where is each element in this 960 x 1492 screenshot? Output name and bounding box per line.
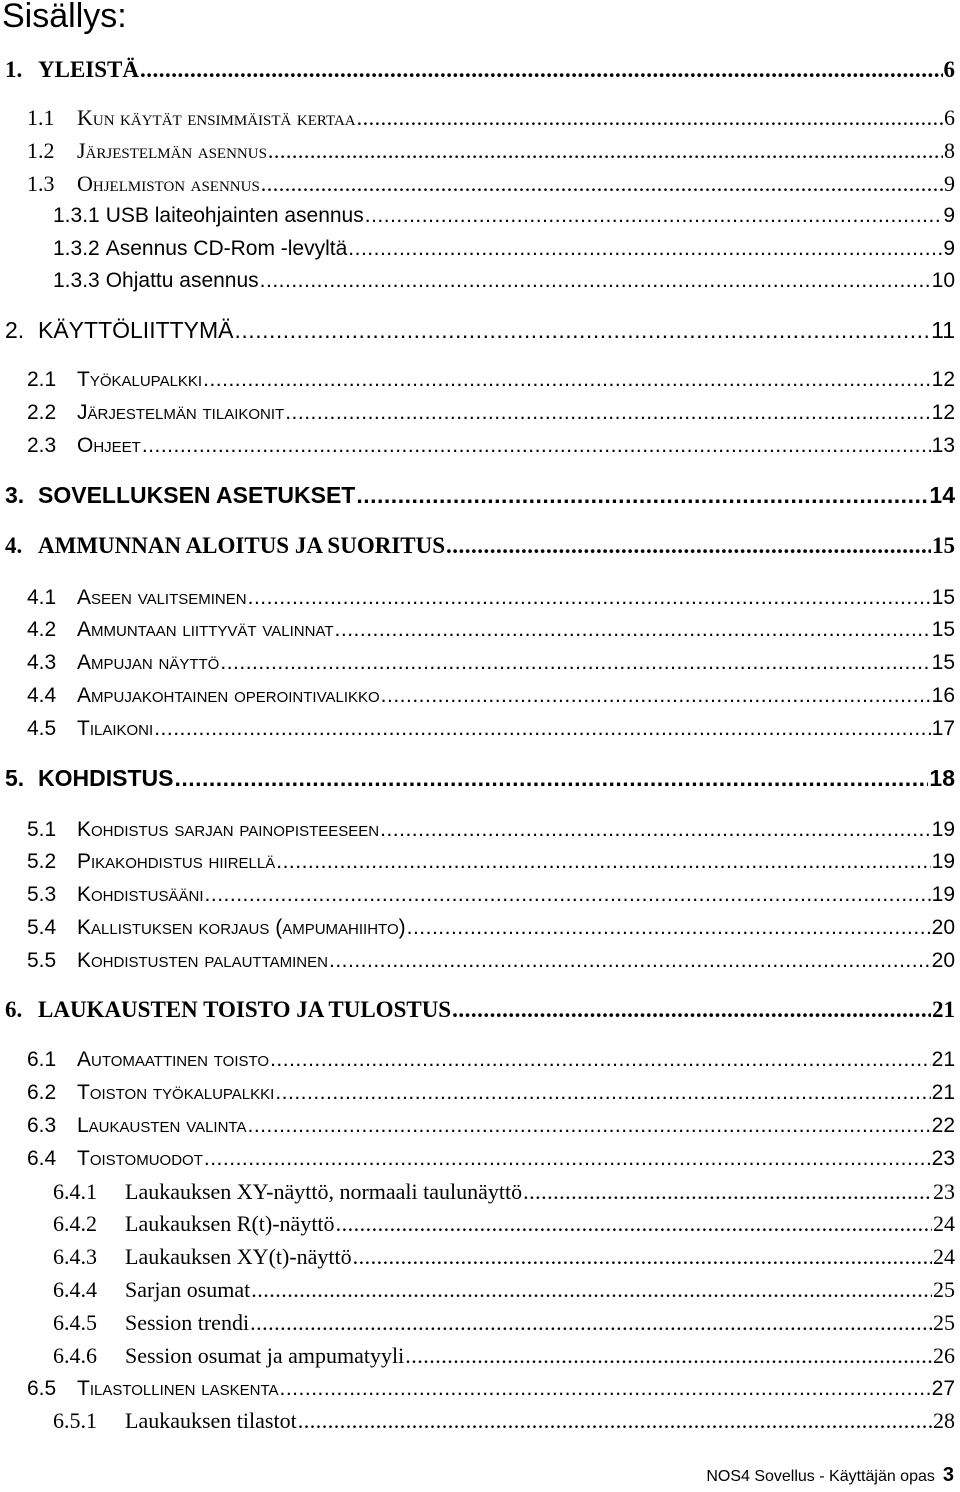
toc-leader-dots	[329, 947, 931, 975]
toc-leader-dots	[285, 399, 930, 427]
toc-entry-title: Järjestelmän asennus	[77, 138, 267, 163]
toc-entry-number: 6.4.5	[53, 1310, 97, 1335]
toc-entry-number: 4.5	[27, 717, 57, 740]
toc-entry-page: 21	[932, 997, 955, 1022]
toc-entry[interactable]	[53, 1407, 955, 1435]
toc-entry-page: 24	[933, 1211, 955, 1236]
toc-entry-title: Laukauksen tilastot	[125, 1408, 297, 1433]
toc-heading: Sisällys:	[2, 0, 127, 35]
toc-entry-number: 6.4.3	[53, 1244, 97, 1269]
toc-entry-number: 1.3.1	[53, 204, 100, 227]
toc-leader-dots	[275, 1079, 930, 1107]
toc-leader-dots	[248, 1112, 931, 1140]
toc-entry-number: 4.3	[27, 651, 57, 674]
toc-entry-title: Tilastollinen laskenta	[77, 1377, 279, 1400]
toc-entry[interactable]	[5, 532, 955, 560]
toc-leader-dots	[298, 1407, 932, 1435]
toc-entry-page: 15	[932, 533, 955, 558]
toc-entry-number: 2.2	[27, 401, 57, 424]
toc-entry-number: 6.4.1	[53, 1179, 97, 1204]
toc-entry[interactable]	[27, 584, 955, 612]
toc-entry-title: SOVELLUKSEN ASETUKSET	[38, 482, 356, 508]
toc-entry-page: 26	[933, 1343, 955, 1368]
toc-entry-page: 9	[943, 237, 955, 260]
toc-entry[interactable]	[27, 1375, 955, 1403]
toc-leader-dots	[356, 481, 928, 509]
toc-leader-dots	[348, 235, 942, 263]
toc-entry[interactable]	[27, 947, 955, 975]
toc-entry-number: 6.4	[27, 1147, 57, 1170]
toc-entry[interactable]	[27, 649, 955, 677]
toc-leader-dots	[381, 682, 931, 710]
toc-entry-title: Kohdistus sarjan painopisteeseen	[77, 818, 380, 841]
toc-entry-number: 2.	[5, 317, 25, 343]
toc-entry-page: 24	[933, 1244, 955, 1269]
toc-entry-number: 4.4	[27, 684, 57, 707]
toc-entry[interactable]	[5, 316, 955, 344]
toc-entry-number: 1.1	[27, 105, 55, 130]
toc-entry-title: Järjestelmän tilaikonit	[77, 401, 285, 424]
toc-leader-dots	[250, 1309, 932, 1337]
toc-entry[interactable]	[53, 267, 955, 295]
toc-entry-title: Ampujakohtainen operointivalikko	[77, 684, 380, 707]
toc-leader-dots	[261, 170, 943, 198]
toc-leader-dots	[140, 56, 943, 84]
toc-entry-page: 10	[931, 269, 955, 292]
toc-leader-dots	[446, 532, 931, 560]
toc-leader-dots	[280, 1375, 931, 1403]
toc-entry-number: 6.4.2	[53, 1211, 97, 1236]
toc-entry-page: 20	[931, 949, 955, 972]
toc-entry-number: 4.2	[27, 618, 57, 641]
toc-entry-page: 17	[931, 717, 955, 740]
toc-leader-dots	[452, 996, 931, 1024]
toc-entry-number: 5.4	[27, 916, 57, 939]
toc-leader-dots	[270, 1046, 931, 1074]
toc-entry[interactable]	[5, 56, 955, 84]
toc-leader-dots	[335, 616, 931, 644]
toc-entry-title: Tilaikoni	[77, 717, 154, 740]
toc-entry-title: Automaattinen toisto	[77, 1048, 270, 1071]
toc-entry-page: 9	[943, 204, 955, 227]
toc-entry[interactable]	[5, 764, 955, 792]
toc-entry-title: Toiston työkalupalkki	[77, 1081, 275, 1104]
toc-entry-page: 14	[929, 482, 955, 508]
toc-entry-title: Ohjelmiston asennus	[77, 171, 260, 196]
toc-entry[interactable]	[27, 104, 955, 132]
toc-leader-dots	[142, 432, 931, 460]
toc-entry[interactable]	[53, 202, 955, 230]
toc-entry-page: 13	[931, 434, 955, 457]
toc-entry-page: 25	[933, 1277, 955, 1302]
toc-entry[interactable]	[53, 1342, 955, 1370]
toc-entry-page: 28	[933, 1408, 955, 1433]
toc-entry[interactable]	[27, 399, 955, 427]
toc-entry[interactable]	[53, 1309, 955, 1337]
toc-leader-dots	[523, 1178, 932, 1206]
toc-entry-title: Kohdistusten palauttaminen	[77, 949, 328, 972]
toc-entry[interactable]	[5, 481, 955, 509]
toc-entry-title: Pikakohdistus hiirellä	[77, 850, 276, 873]
footer-title: NOS4 Sovellus - Käyttäjän opas	[706, 1468, 935, 1485]
toc-entry[interactable]	[53, 1210, 955, 1238]
toc-entry-page: 16	[931, 684, 955, 707]
toc-entry[interactable]	[27, 848, 955, 876]
toc-entry-page: 8	[944, 138, 955, 163]
toc-entry[interactable]	[27, 881, 955, 909]
toc-entry-page: 19	[931, 818, 955, 841]
toc-entry-number: 5.2	[27, 850, 57, 873]
toc-entry-number: 6.2	[27, 1081, 57, 1104]
toc-entry[interactable]	[27, 682, 955, 710]
toc-entry-title: KÄYTTÖLIITTYMÄ	[38, 317, 234, 343]
toc-entry-number: 6.1	[27, 1048, 57, 1071]
toc-leader-dots	[405, 1342, 932, 1370]
toc-entry-number: 2.1	[27, 368, 57, 391]
toc-leader-dots	[407, 914, 931, 942]
toc-leader-dots	[220, 649, 930, 677]
toc-entry-title: Kallistuksen korjaus (ampumahiihto)	[77, 916, 406, 939]
toc-entry[interactable]	[53, 1243, 955, 1271]
toc-entry-page: 9	[944, 171, 955, 196]
toc-leader-dots	[203, 366, 931, 394]
toc-entry-number: 6.4.6	[53, 1343, 97, 1368]
toc-entry-title: Laukausten valinta	[77, 1114, 247, 1137]
toc-entry[interactable]	[27, 170, 955, 198]
toc-entry-title: Session osumat ja ampumatyyli	[125, 1343, 405, 1368]
toc-entry-page: 25	[933, 1310, 955, 1335]
toc-entry-number: 5.1	[27, 818, 57, 841]
toc-leader-dots	[260, 267, 931, 295]
toc-entry-page: 15	[931, 651, 955, 674]
toc-entry-page: 20	[931, 916, 955, 939]
toc-leader-dots	[154, 715, 930, 743]
toc-entry-page: 12	[931, 368, 955, 391]
toc-leader-dots	[235, 316, 931, 344]
toc-entry-title: USB laiteohjainten asennus	[105, 204, 364, 227]
toc-entry-title: Aseen valitseminen	[77, 586, 247, 609]
toc-entry-title: AMMUNNAN ALOITUS JA SUORITUS	[38, 533, 446, 558]
toc-leader-dots	[268, 137, 943, 165]
toc-entry-number: 1.2	[27, 138, 55, 163]
toc-entry[interactable]	[53, 1178, 955, 1206]
toc-entry-title: Työkalupalkki	[77, 368, 203, 391]
toc-entry-page: 21	[931, 1048, 955, 1071]
toc-entry[interactable]	[27, 1112, 955, 1140]
toc-entry-title: Toistomuodot	[77, 1147, 203, 1170]
toc-entry-number: 5.	[5, 765, 25, 791]
toc-entry-page: 23	[933, 1179, 955, 1204]
toc-entry-page: 6	[943, 57, 955, 82]
toc-entry[interactable]	[27, 1079, 955, 1107]
toc-entry-title: Asennus CD-Rom -levyltä	[105, 237, 348, 260]
toc-leader-dots	[276, 848, 930, 876]
toc-entry-page: 12	[931, 401, 955, 424]
toc-entry-page: 22	[931, 1114, 955, 1137]
toc-entry-page: 11	[931, 317, 955, 343]
toc-entry[interactable]	[27, 1145, 955, 1173]
toc-entry-number: 6.5	[27, 1377, 57, 1400]
toc-entry-title: LAUKAUSTEN TOISTO JA TULOSTUS	[38, 997, 452, 1022]
toc-entry-number: 1.3.3	[53, 269, 100, 292]
toc-entry[interactable]	[53, 1276, 955, 1304]
toc-entry[interactable]	[27, 816, 955, 844]
toc-entry-number: 5.5	[27, 949, 57, 972]
toc-entry-number: 1.	[5, 57, 23, 82]
toc-entry[interactable]	[5, 996, 955, 1024]
page-footer	[706, 1464, 954, 1488]
toc-entry-number: 2.3	[27, 434, 57, 457]
toc-entry-title: Ammuntaan liittyvät valinnat	[77, 618, 334, 641]
footer-page-number: 3	[942, 1464, 954, 1486]
toc-entry-title: Ampujan näyttö	[77, 651, 220, 674]
toc-leader-dots	[251, 1276, 932, 1304]
toc-entry-page: 27	[931, 1377, 955, 1400]
toc-entry[interactable]	[27, 137, 955, 165]
toc-entry-page: 19	[931, 850, 955, 873]
toc-entry-number: 4.	[5, 533, 23, 558]
toc-entry-title: Session trendi	[125, 1310, 250, 1335]
toc-leader-dots	[248, 584, 931, 612]
toc-entry-title: Ohjattu asennus	[105, 269, 259, 292]
toc-leader-dots	[205, 881, 931, 909]
toc-entry-title: Laukauksen XY(t)-näyttö	[125, 1244, 352, 1269]
toc-leader-dots	[336, 1210, 932, 1238]
toc-entry-title: YLEISTÄ	[38, 57, 139, 82]
toc-entry-title: Kohdistusääni	[77, 883, 204, 906]
toc-entry[interactable]	[27, 1046, 955, 1074]
toc-entry-title: Sarjan osumat	[125, 1277, 251, 1302]
toc-entry[interactable]	[27, 715, 955, 743]
toc-entry-number: 5.3	[27, 883, 57, 906]
toc-entry-title: KOHDISTUS	[38, 765, 174, 791]
toc-entry[interactable]	[27, 366, 955, 394]
toc-entry-number: 6.5.1	[53, 1408, 97, 1433]
toc-entry-page: 15	[931, 618, 955, 641]
toc-leader-dots	[174, 764, 928, 792]
toc-entry[interactable]	[27, 432, 955, 460]
toc-entry-page: 18	[929, 765, 955, 791]
toc-entry-number: 6.	[5, 997, 23, 1022]
toc-entry-title: Laukauksen R(t)-näyttö	[125, 1211, 335, 1236]
toc-entry-number: 6.4.4	[53, 1277, 97, 1302]
toc-entry[interactable]	[53, 235, 955, 263]
toc-entry-title: Laukauksen XY-näyttö, normaali taulunäyttö	[125, 1179, 523, 1204]
toc-leader-dots	[204, 1145, 931, 1173]
toc-entry-page: 23	[931, 1147, 955, 1170]
toc-entry-title: Ohjeet	[77, 434, 141, 457]
toc-entry-page: 21	[931, 1081, 955, 1104]
toc-leader-dots	[353, 1243, 932, 1271]
toc-entry-number: 3.	[5, 482, 25, 508]
toc-entry[interactable]	[27, 616, 955, 644]
toc-entry-title: Kun käytät ensimmäistä kertaa	[77, 105, 356, 130]
toc-entry-number: 1.3.2	[53, 237, 100, 260]
toc-entry-page: 6	[944, 105, 955, 130]
toc-entry-number: 4.1	[27, 586, 57, 609]
toc-entry-page: 15	[931, 586, 955, 609]
toc-entry-number: 6.3	[27, 1114, 57, 1137]
toc-entry-page: 19	[931, 883, 955, 906]
toc-leader-dots	[380, 816, 931, 844]
toc-leader-dots	[357, 104, 943, 132]
toc-entry[interactable]	[27, 914, 955, 942]
toc-leader-dots	[365, 202, 943, 230]
toc-entry-number: 1.3	[27, 171, 55, 196]
